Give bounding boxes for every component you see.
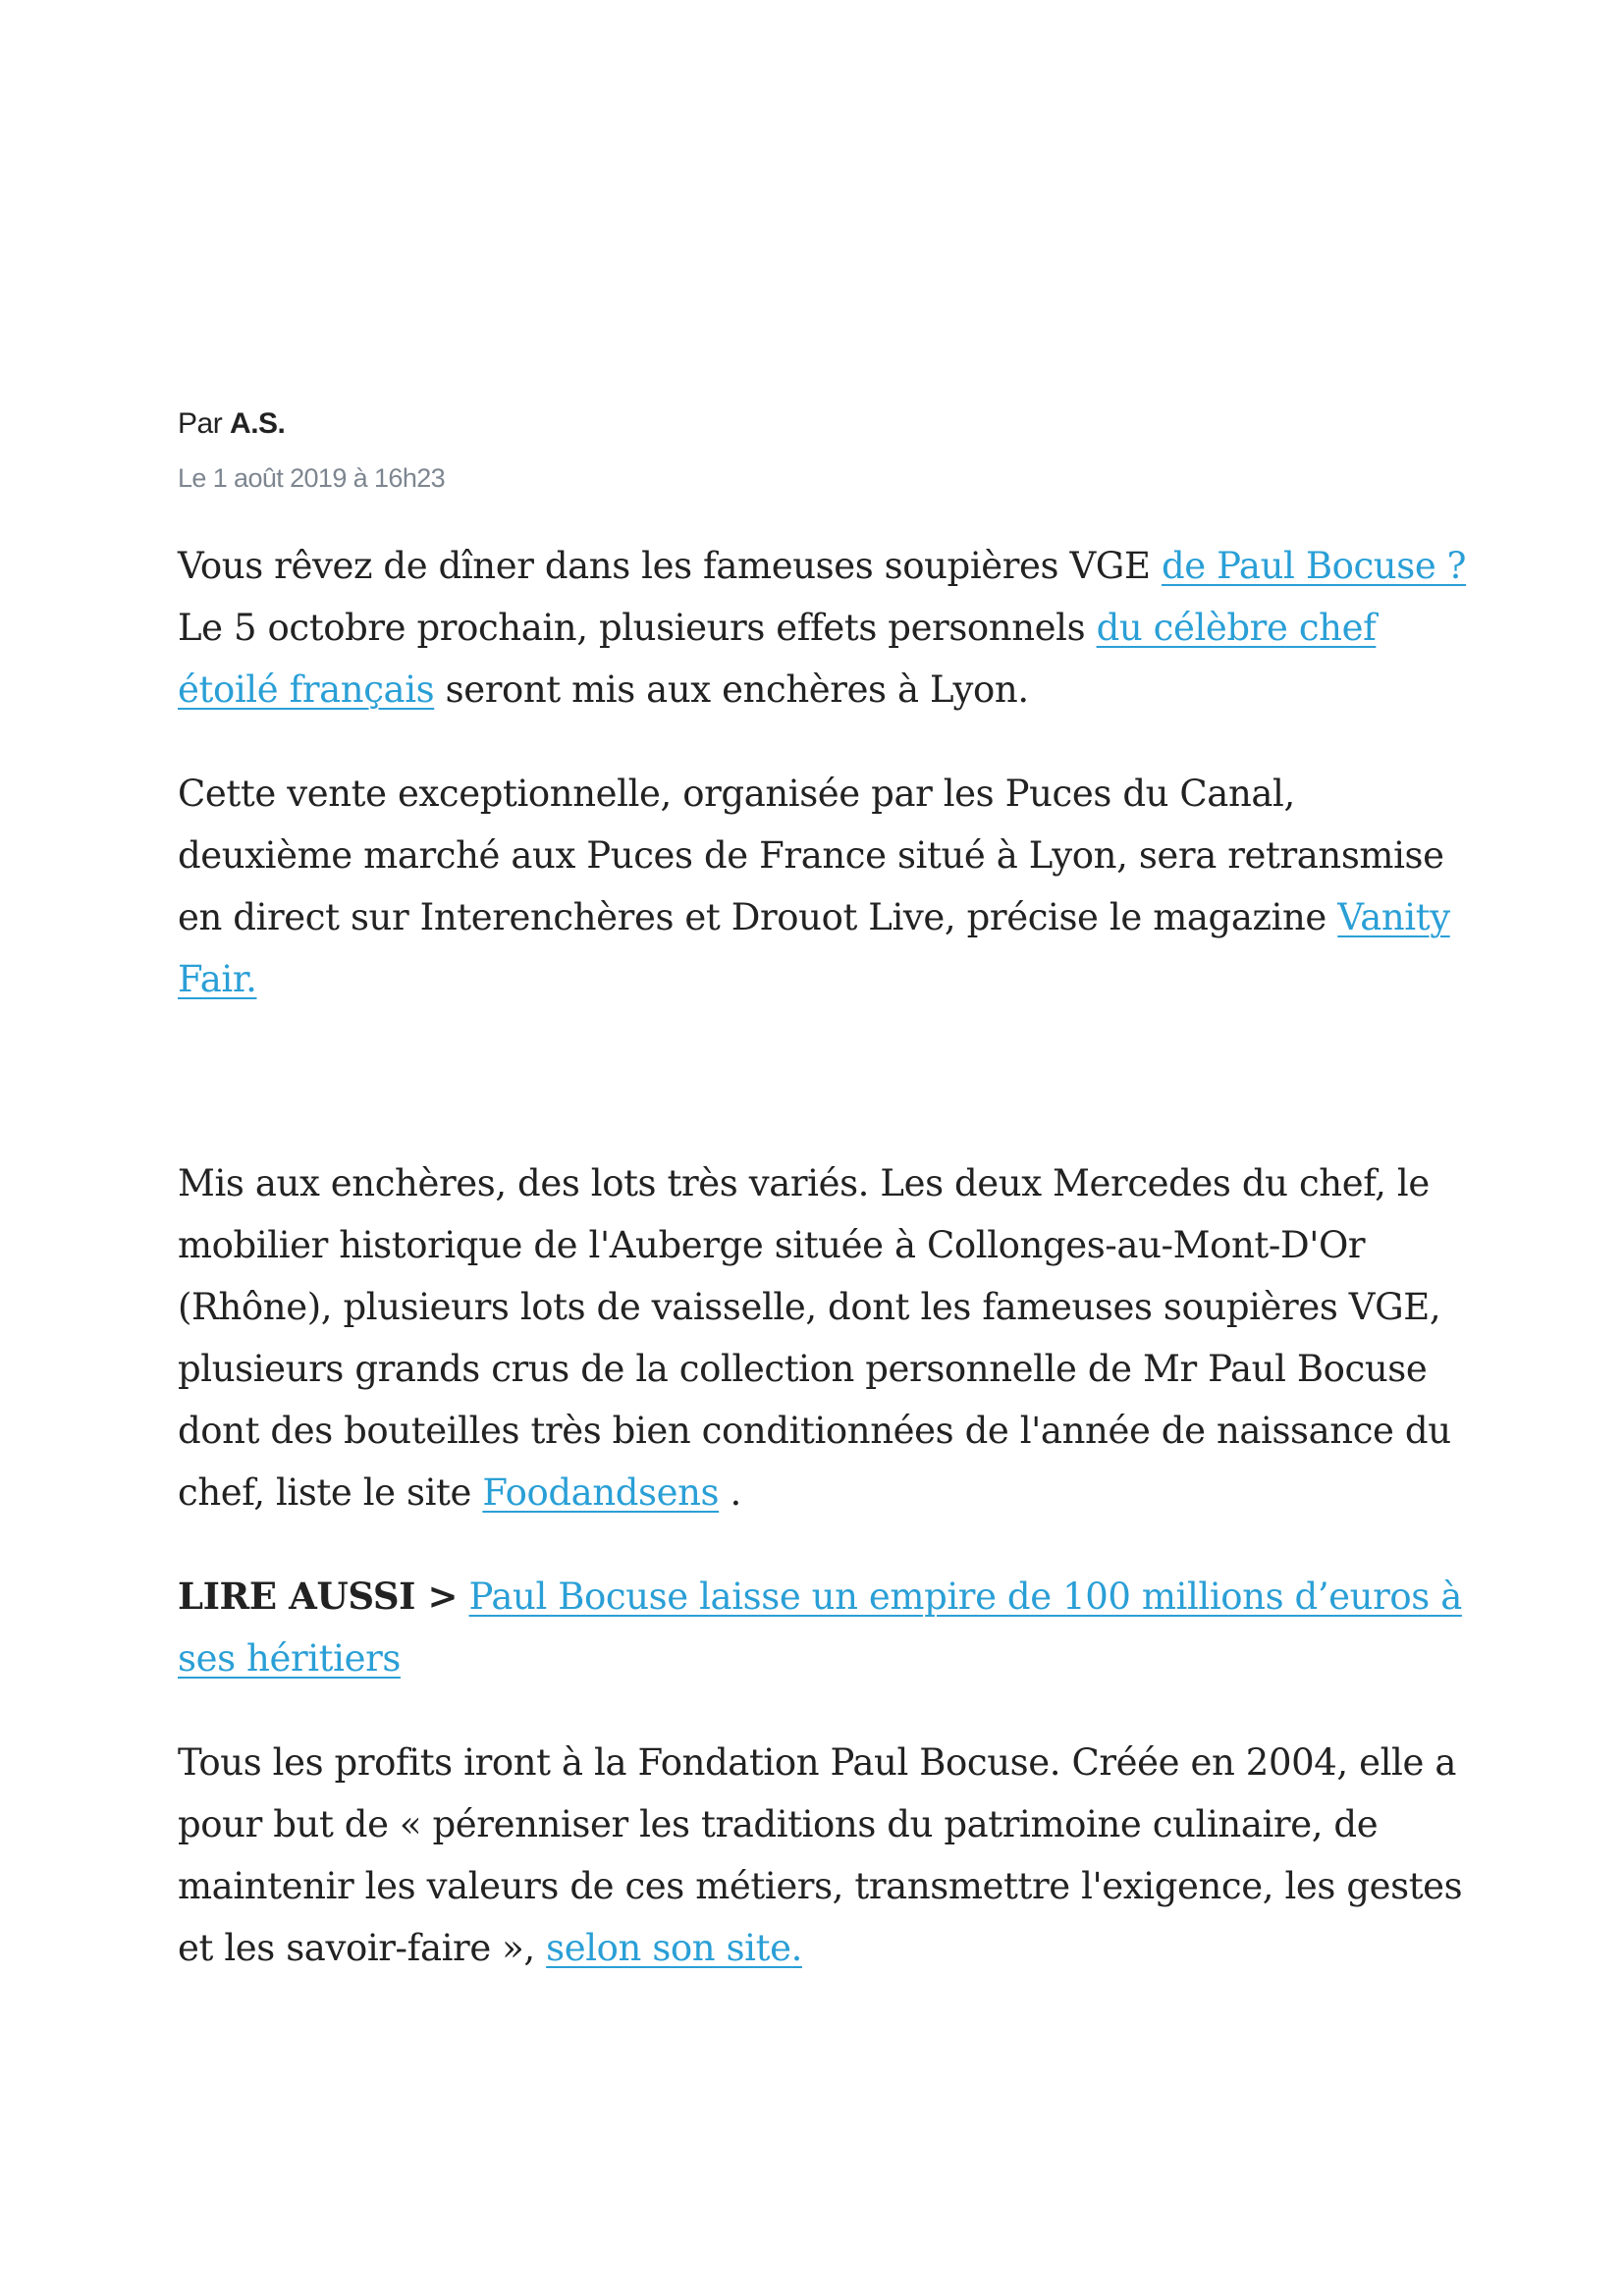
paragraph-text: Vous rêvez de dîner dans les fameuses soupières VGE (178, 545, 1162, 587)
paragraph-lots (178, 1152, 1474, 1523)
lire-aussi (178, 1566, 1474, 1689)
byline-prefix: Par (178, 407, 223, 440)
paragraph-intro (178, 535, 1474, 721)
paragraph-text: . (719, 1471, 741, 1514)
link-chef-etoile[interactable]: du célèbre chef étoilé français (178, 607, 1377, 711)
paragraph-fondation (178, 1732, 1474, 1979)
link-paul-bocuse[interactable]: de Paul Bocuse ? (1161, 545, 1467, 587)
article (178, 404, 1474, 1979)
paragraph-vente (178, 763, 1474, 1010)
lire-aussi-label: LIRE AUSSI > (178, 1575, 459, 1618)
paragraph-text: Cette vente exceptionnelle, organisée par les Puces du Canal, deuxième marché aux Puces de France situé à Lyon, sera retransmise en direct sur Interenchères et Drouot Live, précise le magazine (178, 773, 1444, 938)
paragraph-text: Mis aux enchères, des lots très variés. Les deux Mercedes du chef, le mobilier historique de l'Auberge située à Collonges-au-Mont-D'Or (Rhône), plusieurs lots de vaisselle, dont les fameuses soupières VGE, plusieurs grands crus de la collection personnelle de Mr Paul Bocuse dont des bouteilles très bien conditionnées de l'année de naissance du chef, liste le site (178, 1162, 1451, 1514)
paragraph-text: seront mis aux enchères à Lyon. (434, 668, 1029, 711)
publication-date: Le 1 août 2019 à 16h23 (178, 463, 446, 493)
link-foodandsens[interactable]: Foodandsens (482, 1471, 720, 1514)
link-vanity-fair[interactable]: Vanity Fair. (178, 896, 1450, 1000)
paragraph-text: Tous les profits iront à la Fondation Paul Bocuse. Créée en 2004, elle a pour but de « pérenniser les traditions du patrimoine culinaire, de maintenir les valeurs de ces métiers, transmettre l'exigence, les gestes et les savoir-faire », (178, 1741, 1463, 1969)
paragraph-text: Le 5 octobre prochain, plusieurs effets personnels (178, 607, 1097, 649)
link-selon-son-site[interactable]: selon son site. (546, 1927, 802, 1969)
byline-author: A.S. (230, 407, 286, 440)
byline (178, 404, 1474, 444)
link-lire-aussi-article[interactable]: Paul Bocuse laisse un empire de 100 millions d’euros à ses héritiers (178, 1575, 1462, 1680)
